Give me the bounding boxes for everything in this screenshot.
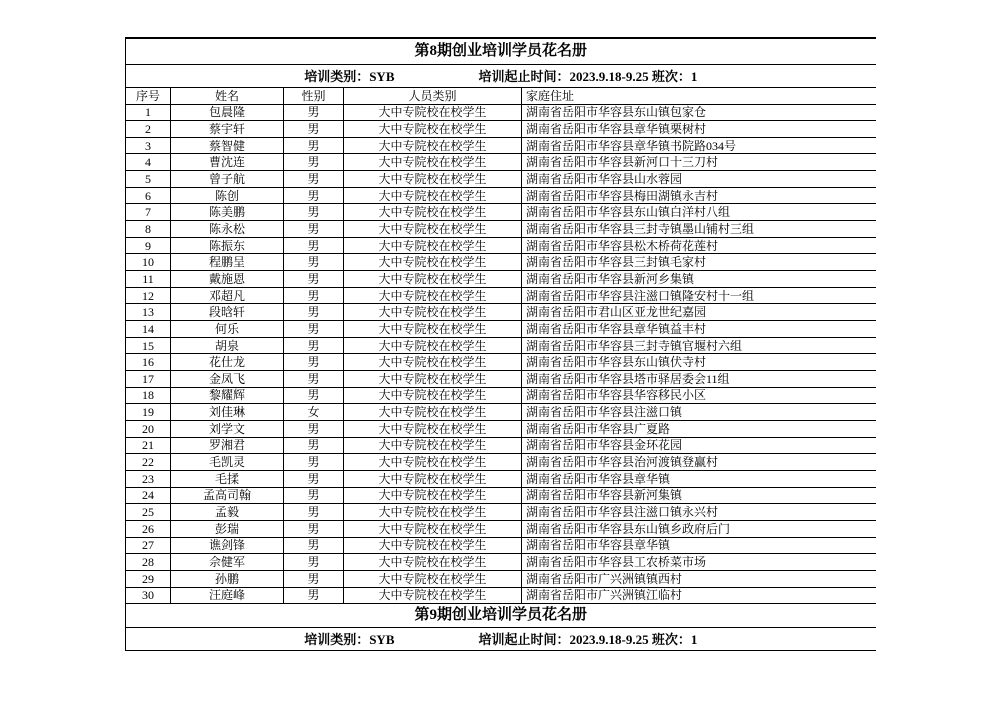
address-cell: 湖南省岳阳市广兴洲镇江临村 [522,587,876,604]
category-cell: 大中专院校在校学生 [344,221,522,238]
address-cell: 湖南省岳阳市华容县三封镇毛家村 [522,254,876,271]
gender-cell: 男 [284,520,344,537]
address-cell: 湖南省岳阳市华容县章华镇书院路034号 [522,137,876,154]
category-cell: 大中专院校在校学生 [344,204,522,221]
training-info-row [126,65,876,88]
training-period: 培训起止时间：2023.9.18-9.25 班次：1 [478,631,698,647]
table-row [126,520,876,537]
category-cell: 大中专院校在校学生 [344,570,522,587]
category-cell: 大中专院校在校学生 [344,187,522,204]
category-cell: 大中专院校在校学生 [344,504,522,521]
column-header-address: 家庭住址 [522,88,876,105]
table-row [126,104,876,121]
name-cell: 毛揉 [171,470,284,487]
category-cell: 大中专院校在校学生 [344,287,522,304]
address-cell: 湖南省岳阳市华容县山水蓉园 [522,171,876,188]
category-cell: 大中专院校在校学生 [344,304,522,321]
category-cell: 大中专院校在校学生 [344,470,522,487]
address-cell: 湖南省岳阳市华容县治河渡镇登赢村 [522,454,876,471]
name-cell: 金凤飞 [171,371,284,388]
gender-cell: 男 [284,237,344,254]
table-header-row [126,88,876,105]
gender-cell: 男 [284,121,344,138]
gender-cell: 男 [284,420,344,437]
address-cell: 湖南省岳阳市君山区亚龙世纪嘉园 [522,304,876,321]
name-cell: 谯剑锋 [171,537,284,554]
category-cell: 大中专院校在校学生 [344,337,522,354]
table-row [126,304,876,321]
training-info [126,65,876,88]
category-cell: 大中专院校在校学生 [344,537,522,554]
seq-cell: 3 [126,137,171,154]
name-cell: 胡泉 [171,337,284,354]
name-cell: 程鹏呈 [171,254,284,271]
seq-cell: 23 [126,470,171,487]
gender-cell: 男 [284,487,344,504]
address-cell: 湖南省岳阳市华容县章华镇 [522,537,876,554]
address-cell: 湖南省岳阳市华容县新河口十三刀村 [522,154,876,171]
seq-cell: 7 [126,204,171,221]
column-header-category: 人员类别 [344,88,522,105]
column-header-gender: 性别 [284,88,344,105]
name-cell: 刘佳琳 [171,404,284,421]
seq-cell: 18 [126,387,171,404]
category-cell: 大中专院校在校学生 [344,420,522,437]
gender-cell: 男 [284,354,344,371]
gender-cell: 男 [284,554,344,571]
category-cell: 大中专院校在校学生 [344,354,522,371]
seq-cell: 15 [126,337,171,354]
table-row [126,487,876,504]
gender-cell: 男 [284,504,344,521]
category-cell: 大中专院校在校学生 [344,271,522,288]
address-cell: 湖南省岳阳市华容县工农桥菜市场 [522,554,876,571]
name-cell: 陈创 [171,187,284,204]
table-row [126,221,876,238]
category-cell: 大中专院校在校学生 [344,321,522,338]
name-cell: 曾子航 [171,171,284,188]
gender-cell: 男 [284,137,344,154]
seq-cell: 19 [126,404,171,421]
name-cell: 蔡智健 [171,137,284,154]
seq-cell: 12 [126,287,171,304]
table-row [126,171,876,188]
gender-cell: 男 [284,371,344,388]
table-row [126,554,876,571]
address-cell: 湖南省岳阳市华容县东山镇白洋村八组 [522,204,876,221]
address-cell: 湖南省岳阳市华容县章华镇 [522,470,876,487]
seq-cell: 4 [126,154,171,171]
training-category: 培训类别：SYB [304,631,395,647]
name-cell: 陈永松 [171,221,284,238]
name-cell: 邓超凡 [171,287,284,304]
table-row [126,404,876,421]
address-cell: 湖南省岳阳市华容县华容移民小区 [522,387,876,404]
category-cell: 大中专院校在校学生 [344,104,522,121]
name-cell: 毛凯灵 [171,454,284,471]
table-row [126,537,876,554]
roster-sheet [125,37,875,651]
table-row [126,504,876,521]
name-cell: 汪庭峰 [171,587,284,604]
table-row [126,470,876,487]
training-category: 培训类别：SYB [304,68,395,84]
seq-cell: 10 [126,254,171,271]
category-cell: 大中专院校在校学生 [344,371,522,388]
seq-cell: 14 [126,321,171,338]
seq-cell: 24 [126,487,171,504]
address-cell: 湖南省岳阳市华容县金环花园 [522,437,876,454]
name-cell: 孟毅 [171,504,284,521]
gender-cell: 男 [284,537,344,554]
category-cell: 大中专院校在校学生 [344,554,522,571]
gender-cell: 男 [284,221,344,238]
gender-cell: 男 [284,321,344,338]
address-cell: 湖南省岳阳市华容县东山镇伏寺村 [522,354,876,371]
gender-cell: 男 [284,587,344,604]
name-cell: 黎耀辉 [171,387,284,404]
gender-cell: 男 [284,154,344,171]
seq-cell: 20 [126,420,171,437]
address-cell: 湖南省岳阳市华容县三封寺镇官堰村六组 [522,337,876,354]
table-row [126,154,876,171]
seq-cell: 30 [126,587,171,604]
column-header-seq: 序号 [126,88,171,105]
seq-cell: 5 [126,171,171,188]
address-cell: 湖南省岳阳市华容县梅田湖镇永吉村 [522,187,876,204]
address-cell: 湖南省岳阳市华容县注滋口镇永兴村 [522,504,876,521]
training-info-row [126,628,876,651]
gender-cell: 男 [284,171,344,188]
table-row [126,454,876,471]
roster-title: 第8期创业培训学员花名册 [126,38,876,65]
name-cell: 包晨隆 [171,104,284,121]
gender-cell: 男 [284,454,344,471]
seq-cell: 8 [126,221,171,238]
table-row [126,287,876,304]
name-cell: 罗湘君 [171,437,284,454]
gender-cell: 男 [284,437,344,454]
gender-cell: 男 [284,287,344,304]
category-cell: 大中专院校在校学生 [344,254,522,271]
address-cell: 湖南省岳阳市华容县注滋口镇隆安村十一组 [522,287,876,304]
seq-cell: 6 [126,187,171,204]
category-cell: 大中专院校在校学生 [344,121,522,138]
gender-cell: 男 [284,304,344,321]
table-row [126,271,876,288]
category-cell: 大中专院校在校学生 [344,237,522,254]
column-header-name: 姓名 [171,88,284,105]
name-cell: 何乐 [171,321,284,338]
gender-cell: 男 [284,470,344,487]
table-row [126,587,876,604]
address-cell: 湖南省岳阳市华容县新河集镇 [522,487,876,504]
name-cell: 刘学文 [171,420,284,437]
name-cell: 戴施恩 [171,271,284,288]
address-cell: 湖南省岳阳市华容县三封寺镇墨山铺村三组 [522,221,876,238]
seq-cell: 16 [126,354,171,371]
roster-body [126,38,876,651]
address-cell: 湖南省岳阳市华容县章华镇栗树村 [522,121,876,138]
name-cell: 段晗轩 [171,304,284,321]
table-row [126,137,876,154]
name-cell: 彭瑞 [171,520,284,537]
address-cell: 湖南省岳阳市华容县东山镇乡政府后门 [522,520,876,537]
table-row [126,570,876,587]
table-row [126,204,876,221]
table-row [126,337,876,354]
category-cell: 大中专院校在校学生 [344,487,522,504]
table-row [126,437,876,454]
seq-cell: 28 [126,554,171,571]
gender-cell: 男 [284,104,344,121]
seq-cell: 13 [126,304,171,321]
table-row [126,254,876,271]
seq-cell: 17 [126,371,171,388]
seq-cell: 22 [126,454,171,471]
gender-cell: 男 [284,337,344,354]
table-row [126,237,876,254]
table-row [126,121,876,138]
address-cell: 湖南省岳阳市华容县塔市驿居委会11组 [522,371,876,388]
category-cell: 大中专院校在校学生 [344,154,522,171]
address-cell: 湖南省岳阳市华容县广夏路 [522,420,876,437]
name-cell: 花仕龙 [171,354,284,371]
table-row [126,187,876,204]
name-cell: 孙鹏 [171,570,284,587]
gender-cell: 男 [284,187,344,204]
name-cell: 孟高司翰 [171,487,284,504]
seq-cell: 21 [126,437,171,454]
roster-title-row [126,38,876,65]
category-cell: 大中专院校在校学生 [344,171,522,188]
address-cell: 湖南省岳阳市华容县注滋口镇 [522,404,876,421]
category-cell: 大中专院校在校学生 [344,437,522,454]
roster-title-row [126,604,876,628]
seq-cell: 29 [126,570,171,587]
gender-cell: 男 [284,271,344,288]
category-cell: 大中专院校在校学生 [344,520,522,537]
seq-cell: 11 [126,271,171,288]
roster-table [125,37,876,651]
seq-cell: 9 [126,237,171,254]
address-cell: 湖南省岳阳市华容县新河乡集镇 [522,271,876,288]
address-cell: 湖南省岳阳市华容县东山镇包家仓 [522,104,876,121]
name-cell: 佘健军 [171,554,284,571]
training-period: 培训起止时间：2023.9.18-9.25 班次：1 [478,68,698,84]
training-info [126,628,876,651]
gender-cell: 男 [284,570,344,587]
name-cell: 蔡宇轩 [171,121,284,138]
name-cell: 陈振东 [171,237,284,254]
category-cell: 大中专院校在校学生 [344,137,522,154]
category-cell: 大中专院校在校学生 [344,587,522,604]
address-cell: 湖南省岳阳市华容县松木桥荷花莲村 [522,237,876,254]
address-cell: 湖南省岳阳市华容县章华镇益丰村 [522,321,876,338]
table-row [126,321,876,338]
table-row [126,354,876,371]
seq-cell: 1 [126,104,171,121]
seq-cell: 26 [126,520,171,537]
gender-cell: 男 [284,204,344,221]
seq-cell: 27 [126,537,171,554]
table-row [126,420,876,437]
name-cell: 陈美鹏 [171,204,284,221]
category-cell: 大中专院校在校学生 [344,404,522,421]
seq-cell: 25 [126,504,171,521]
name-cell: 曹沈连 [171,154,284,171]
gender-cell: 男 [284,387,344,404]
gender-cell: 男 [284,254,344,271]
seq-cell: 2 [126,121,171,138]
category-cell: 大中专院校在校学生 [344,454,522,471]
address-cell: 湖南省岳阳市广兴洲镇镇西村 [522,570,876,587]
category-cell: 大中专院校在校学生 [344,387,522,404]
table-row [126,387,876,404]
roster-title: 第9期创业培训学员花名册 [126,604,876,628]
gender-cell: 女 [284,404,344,421]
table-row [126,371,876,388]
